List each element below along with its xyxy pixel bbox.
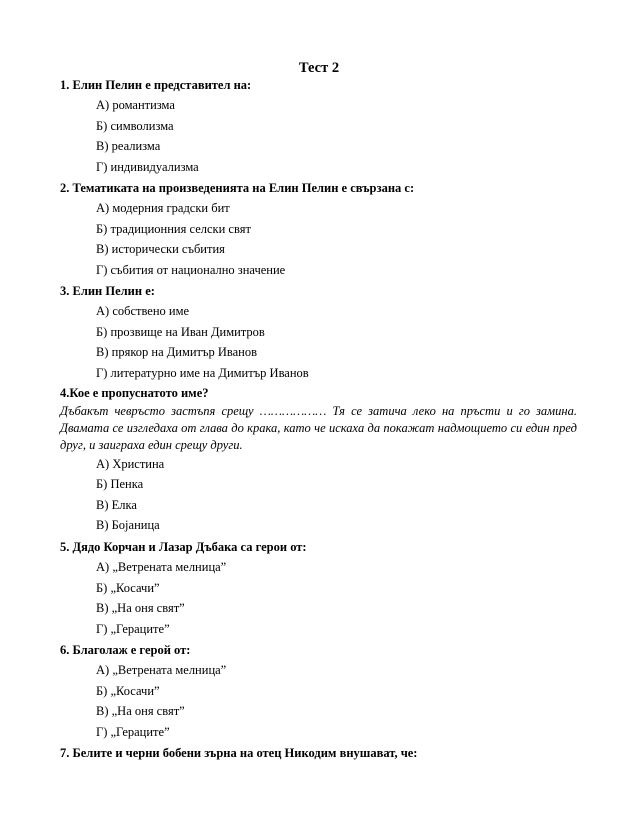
question-5-option-b: Б) „Косачи” (96, 581, 160, 595)
question-1-option-b: Б) символизма (96, 119, 174, 133)
question-4-option-d: В) Боjаница (96, 518, 160, 532)
question-3-option-b: Б) прозвище на Иван Димитров (96, 325, 265, 339)
question-1-option-d: Г) индивидуализма (96, 160, 199, 174)
question-2-option-d: Г) събития от национално значение (96, 263, 286, 277)
question-4-option-b: Б) Пенка (96, 477, 144, 491)
question-6-option-b: Б) „Косачи” (96, 684, 160, 698)
question-3-option-d: Г) литературно име на Димитър Иванов (96, 366, 309, 380)
question-2-option-a: А) модерния градски бит (96, 201, 230, 215)
question-6-option-d: Г) „Гераците” (96, 725, 170, 739)
question-2-option-c: В) исторически събития (96, 242, 225, 256)
question-3-option-c: В) прякор на Димитър Иванов (96, 345, 258, 359)
question-2: 2. Тематиката на произведенията на Елин Пелин е свързана с: (60, 181, 415, 195)
page-title: Тест 2 (298, 60, 340, 76)
question-4-passage: Дъбакът чевръсто застъпя срещу ……………… Тя се затича леко на пръсти и го замина. Двамата се изгледаха от глава до крака, като че искаха да покажат надмощието си един пред друг, и заиграха един срещу други. (60, 404, 577, 452)
question-4: 4.Кое е пропуснатото име? (60, 386, 209, 400)
question-1-option-a: А) романтизма (96, 98, 175, 112)
question-5: 5. Дядо Корчан и Лазар Дъбака са герои от: (60, 540, 307, 554)
question-5-option-a: А) „Ветрената мелница” (96, 560, 227, 574)
question-3: 3. Елин Пелин е: (60, 284, 155, 298)
question-5-option-c: В) „На оня свят” (96, 601, 185, 615)
question-7: 7. Белите и черни бобени зърна на отец Никодим внушават, че: (60, 746, 418, 760)
question-4-option-a: А) Христина (96, 457, 165, 471)
question-4-option-c: В) Елка (96, 498, 137, 512)
question-1-option-c: В) реализма (96, 139, 161, 153)
question-1: 1. Елин Пелин е представител на: (60, 78, 252, 92)
question-5-option-d: Г) „Гераците” (96, 622, 170, 636)
question-6: 6. Благолаж е герой от: (60, 643, 191, 657)
question-6-option-c: В) „На оня свят” (96, 704, 185, 718)
question-3-option-a: А) собствено име (96, 304, 190, 318)
question-2-option-b: Б) традиционния селски свят (96, 222, 251, 236)
question-6-option-a: А) „Ветрената мелница” (96, 663, 227, 677)
